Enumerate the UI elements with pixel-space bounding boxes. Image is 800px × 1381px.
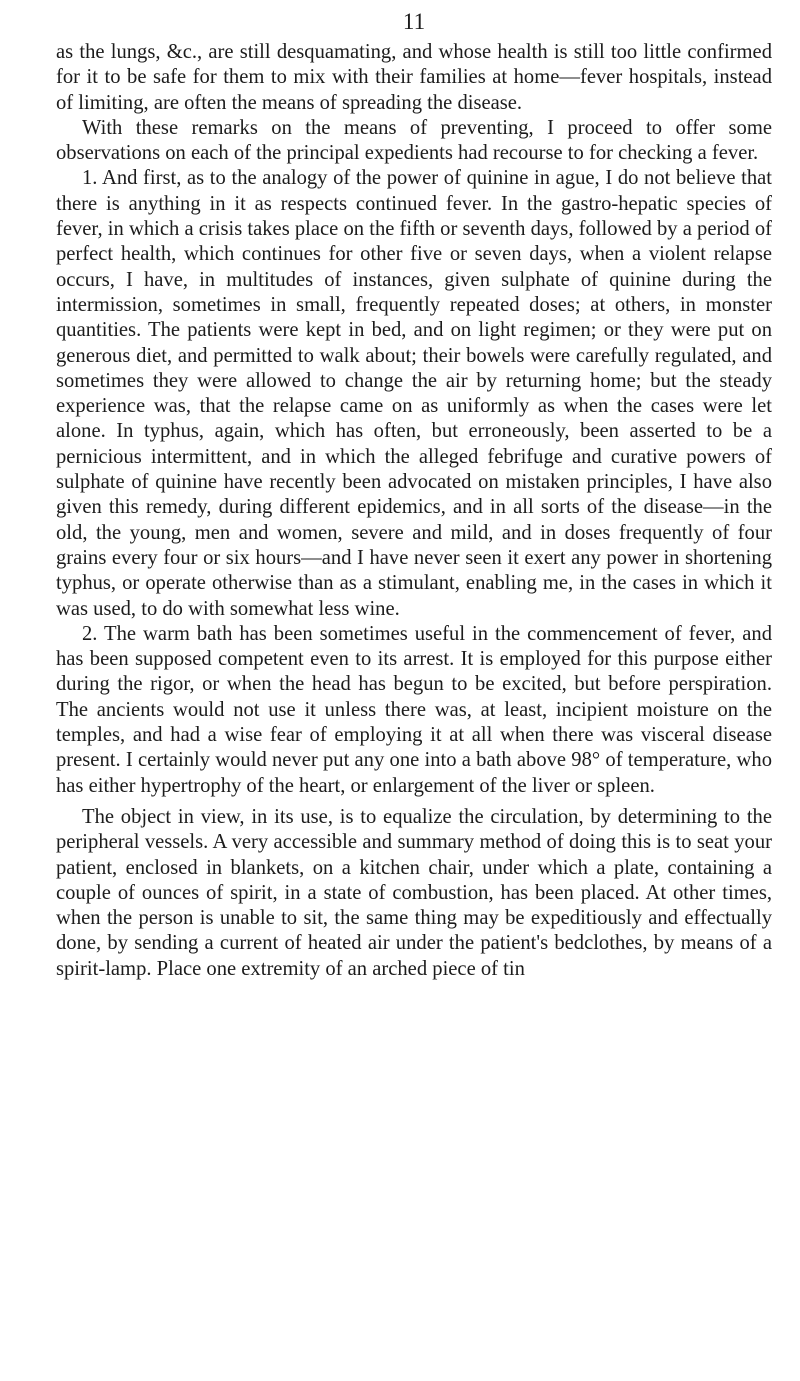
paragraph-warm-bath: 2. The warm bath has been sometimes useful in the commencement of fever, and has been supposed competent even to its arrest. It is employed for this purpose either during the rigor, or when the head has begun to be excited, but before perspiration. The ancients would not use it unless there was, at least, incipient moisture on the temples, and had a wise fear of employing it at all when there was visceral disease present. I certainly would never put any one into a bath above 98° of temperature, who has either hypertrophy of the heart, or enlargement of the liver or spleen. xyxy=(56,622,772,797)
paragraph-continuation: as the lungs, &c., are still desquamating, and whose health is still too little confirmed for it to be safe for them to mix with their families at home—fever hospitals, instead of limiting, are often the means of spreading the disease. xyxy=(56,41,772,114)
paragraph-quinine: 1. And first, as to the analogy of the power of quinine in ague, I do not believe that there is anything in it as respects continued fever. In the gastro-hepatic species of fever, in which a crisis takes place on the fifth or seventh days, followed by a period of perfect health, which continues for other five or seven days, when a violent relapse occurs, I have, in multitudes of instances, given sulphate of quinine during the intermission, sometimes in small, frequently repeated doses; at others, in monster quantities. The patients were kept in bed, and on light regimen; or they were put on generous diet, and permitted to walk about; their bowels were carefully regulated, and sometimes they were allowed to change the air by returning home; but the steady experience was, that the relapse came on as uniformly as when the cases were let alone. In typhus, again, which has often, but erroneously, been asserted to be a pernicious intermittent, and in which the alleged febrifuge and curative powers of sulphate of quinine have recently been advocated on mistaken principles, I have also given this remedy, during different epidemics, and in all sorts of the disease—in the old, the young, men and women, severe and mild, and in doses frequently of four grains every four or six hours—and I have never seen it exert any power in shortening typhus, or operate otherwise than as a stimulant, enabling me, in the cases in which it was used, to do with somewhat less wine. xyxy=(56,167,772,620)
paragraph-preventing-remarks: With these remarks on the means of preventing, I proceed to offer some observations on each of the principal expedients had recourse to for checking a fever. xyxy=(56,116,772,165)
page-number: 11 xyxy=(402,9,426,34)
paragraph-circulation: The object in view, in its use, is to equalize the circulation, by determining to the peripheral vessels. A very accessible and summary method of doing this is to seat your patient, enclosed in blankets, on a kitchen chair, under which a plate, containing a couple of ounces of spirit, in a state of combustion, has been placed. At other times, when the person is unable to sit, the same thing may be expeditiously and effectually done, by sending a current of heated air under the patient's bedclothes, by means of a spirit-lamp. Place one extremity of an arched piece of tin xyxy=(56,805,772,980)
